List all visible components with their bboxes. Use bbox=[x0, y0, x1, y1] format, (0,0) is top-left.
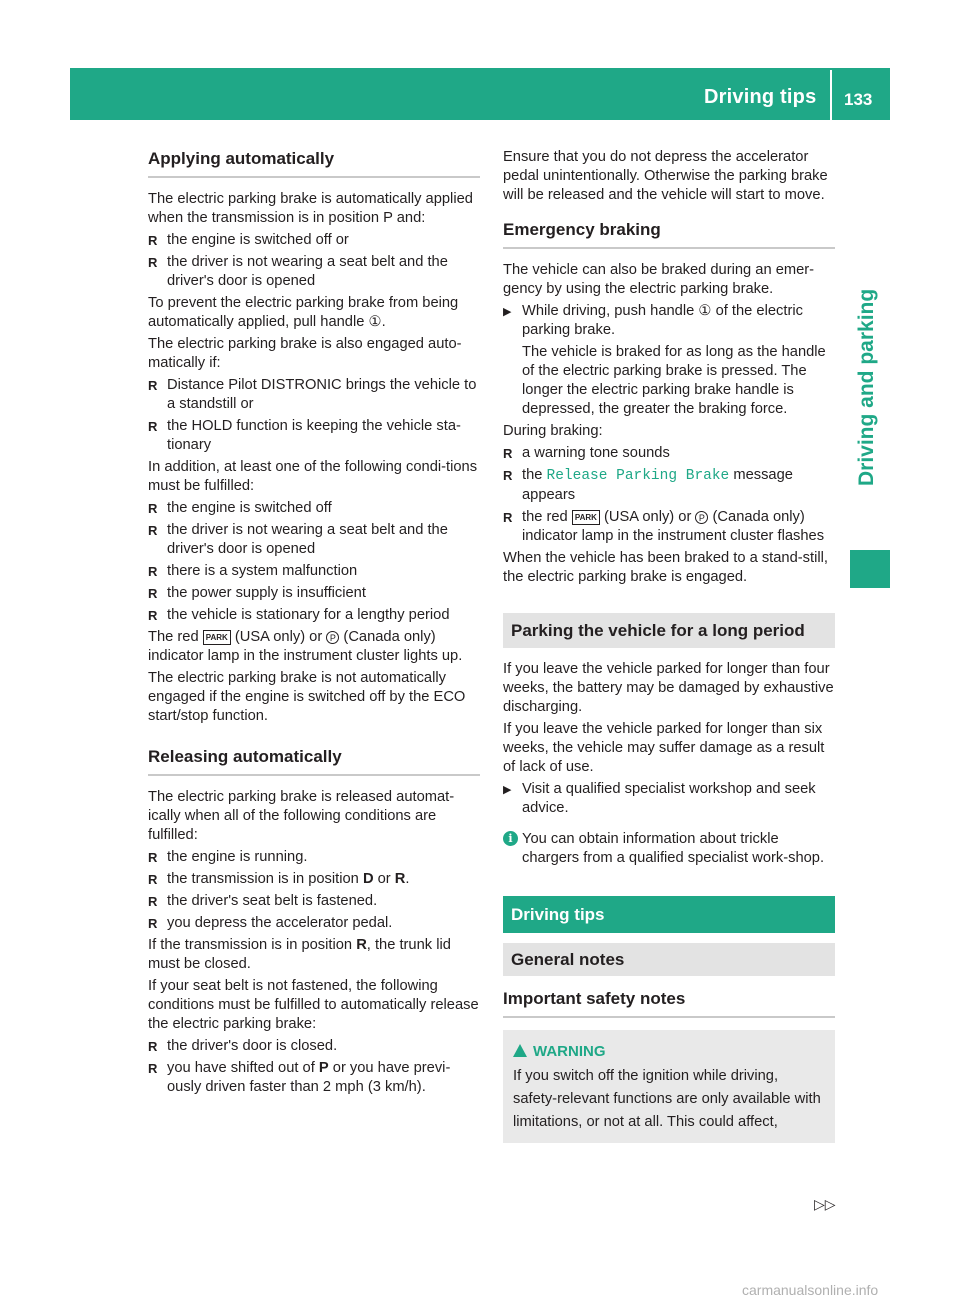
text: (USA only) or bbox=[604, 509, 692, 525]
list-item bbox=[503, 508, 835, 546]
paragraph: To prevent the electric parking brake from being automatically applied, pull handle ①. bbox=[148, 295, 459, 330]
list-item: R the driver is not wearing a seat belt and the driver's door is opened bbox=[148, 253, 480, 291]
text: (Canada only) indicator lamp in the instrument cluster flashes bbox=[522, 509, 825, 544]
text: you have shifted out of bbox=[167, 1060, 315, 1076]
text: or bbox=[377, 871, 391, 887]
list-item: R the driver's seat belt is fastened. bbox=[148, 892, 480, 911]
text: or you have previ-ously driven faster than 2 mph (3 km/h). bbox=[167, 1060, 451, 1095]
paragraph: If your seat belt is not fastened, the following conditions must be fulfilled to automatically release the electric parking brake: bbox=[148, 978, 479, 1032]
list-item: R the driver's door is closed. bbox=[148, 1037, 480, 1056]
paragraph: Ensure that you do not depress the accelerator pedal unintentionally. Otherwise the parking brake will be released and the vehicle will start to move. bbox=[503, 149, 828, 203]
gear-p: P bbox=[318, 1060, 329, 1076]
footer-watermark: carmanualsonline.info bbox=[742, 1282, 879, 1298]
emergency-heading: Emergency braking bbox=[503, 219, 835, 249]
paragraph bbox=[148, 628, 480, 666]
gear-d: D bbox=[362, 871, 374, 887]
driving-tips-heading: Driving tips bbox=[503, 896, 835, 933]
parking-heading: Parking the vehicle for a long period bbox=[503, 613, 835, 648]
park-icon: PARK bbox=[203, 630, 231, 645]
continue-icon: ▷▷ bbox=[814, 1196, 836, 1212]
side-tab-label: Driving and parking bbox=[855, 288, 878, 486]
side-tab-block bbox=[850, 550, 890, 588]
action-item: ▶ Visit a qualified specialist workshop and seek advice. bbox=[503, 780, 835, 818]
action-item bbox=[503, 302, 835, 419]
text: If the transmission is in position bbox=[148, 937, 353, 953]
list-item: R the engine is switched off bbox=[148, 499, 480, 518]
list-item: R the vehicle is stationary for a lengthy period bbox=[148, 606, 480, 625]
list-item bbox=[148, 870, 480, 889]
list-item: R Distance Pilot DISTRONIC brings the vehicle to a standstill or bbox=[148, 376, 480, 414]
paragraph: If you leave the vehicle parked for longer than six weeks, the vehicle may suffer damage as a result of lack of use. bbox=[503, 721, 825, 775]
paragraph bbox=[148, 936, 480, 974]
right-column bbox=[503, 148, 835, 1143]
gear-r: R bbox=[394, 871, 406, 887]
park-icon: PARK bbox=[572, 510, 600, 525]
releasing-heading: Releasing automatically bbox=[148, 746, 480, 776]
warning-header bbox=[513, 1040, 825, 1063]
text: the red bbox=[522, 509, 568, 525]
text: , the trunk lid must be closed. bbox=[148, 937, 451, 972]
action-subtext: The vehicle is braked for as long as the handle of the electric parking brake is pressed. The longer the electric parking brake handle is depressed, the greater the braking force. bbox=[522, 344, 826, 417]
info-icon: i bbox=[503, 831, 518, 846]
parking-brake-icon: P bbox=[326, 631, 339, 644]
left-column bbox=[148, 148, 480, 1100]
list-item: R the engine is switched off or bbox=[148, 231, 480, 250]
warning-label: WARNING bbox=[533, 1043, 606, 1060]
text: message appears bbox=[522, 467, 793, 503]
text: The red bbox=[148, 629, 199, 645]
paragraph: The electric parking brake is not automatically engaged if the engine is switched off by the ECO start/stop function. bbox=[148, 670, 466, 724]
paragraph: The electric parking brake is automatically applied when the transmission is in position P and: bbox=[148, 191, 473, 226]
list-item bbox=[503, 466, 835, 505]
display-message: Release Parking Brake bbox=[546, 468, 730, 484]
info-note bbox=[503, 830, 835, 868]
paragraph: In addition, at least one of the following condi-tions must be fulfilled: bbox=[148, 459, 478, 494]
warning-box bbox=[503, 1030, 835, 1143]
list-item: R the driver is not wearing a seat belt and the driver's door is opened bbox=[148, 521, 480, 559]
paragraph: If you leave the vehicle parked for longer than four weeks, the battery may be damaged by exhaustive discharging. bbox=[503, 661, 834, 715]
warning-icon bbox=[513, 1044, 527, 1057]
general-notes-heading: General notes bbox=[503, 943, 835, 976]
list-item: R the power supply is insufficient bbox=[148, 584, 480, 603]
action-text: ▶ While driving, push handle ① of the electric parking brake. bbox=[522, 303, 803, 338]
text: . bbox=[405, 871, 410, 887]
applying-heading: Applying automatically bbox=[148, 148, 480, 178]
text: the bbox=[522, 467, 543, 483]
paragraph: The electric parking brake is released automat-ically when all of the following conditions are fulfilled: bbox=[148, 789, 455, 843]
safety-heading: Important safety notes bbox=[503, 988, 835, 1018]
paragraph: During braking: bbox=[503, 423, 603, 439]
info-text: You can obtain information about trickle chargers from a qualified specialist work-shop. bbox=[522, 831, 825, 866]
paragraph: The electric parking brake is also engaged auto-matically if: bbox=[148, 336, 462, 371]
list-item: R there is a system malfunction bbox=[148, 562, 480, 581]
paragraph: When the vehicle has been braked to a stand-still, the electric parking brake is engaged. bbox=[503, 550, 828, 585]
warning-text: If you switch off the ignition while driving, safety-relevant functions are only available with limitations, or not at all. This could affect, bbox=[513, 1068, 821, 1130]
text: the transmission is in position bbox=[167, 871, 359, 887]
list-item: R the HOLD function is keeping the vehicle sta-tionary bbox=[148, 417, 480, 455]
text: (USA only) or bbox=[234, 629, 323, 645]
gear-r: R bbox=[356, 937, 367, 953]
page-number: 133 bbox=[844, 90, 873, 109]
text: (Canada only) indicator lamp in the instrument cluster lights up. bbox=[148, 629, 463, 664]
parking-brake-icon: P bbox=[695, 511, 708, 524]
paragraph: The vehicle can also be braked during an emer-gency by using the electric parking brake. bbox=[503, 262, 815, 297]
list-item: R the engine is running. bbox=[148, 848, 480, 867]
header-title: Driving tips bbox=[704, 86, 817, 108]
header-divider bbox=[830, 70, 832, 120]
list-item bbox=[148, 1059, 480, 1097]
list-item: R you depress the accelerator pedal. bbox=[148, 914, 480, 933]
list-item: R a warning tone sounds bbox=[503, 444, 835, 463]
